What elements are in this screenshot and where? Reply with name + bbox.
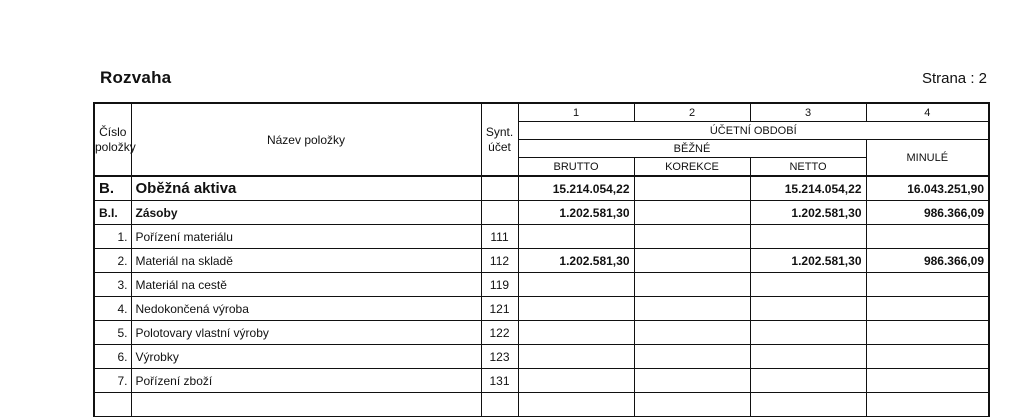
row-brutto bbox=[518, 345, 634, 369]
row-brutto bbox=[518, 393, 634, 417]
row-netto bbox=[750, 225, 866, 249]
row-account: 119 bbox=[481, 273, 518, 297]
row-minule bbox=[866, 297, 989, 321]
row-name: Výrobky bbox=[131, 345, 481, 369]
row-korekce bbox=[634, 225, 750, 249]
row-minule bbox=[866, 345, 989, 369]
row-netto bbox=[750, 321, 866, 345]
row-account: 111 bbox=[481, 225, 518, 249]
row-korekce bbox=[634, 393, 750, 417]
row-name: Materiál na cestě bbox=[131, 273, 481, 297]
row-netto bbox=[750, 345, 866, 369]
row-korekce bbox=[634, 201, 750, 225]
row-account bbox=[481, 176, 518, 201]
row-brutto bbox=[518, 297, 634, 321]
table-row bbox=[94, 225, 989, 249]
row-brutto bbox=[518, 225, 634, 249]
header-accounting-period: ÚČETNÍ OBDOBÍ bbox=[518, 122, 989, 140]
row-name: Polotovary vlastní výroby bbox=[131, 321, 481, 345]
balance-sheet-table bbox=[93, 102, 990, 417]
header-gross: BRUTTO bbox=[518, 158, 634, 177]
row-brutto: 1.202.581,30 bbox=[518, 201, 634, 225]
row-id: 5. bbox=[94, 321, 131, 345]
row-id: B. bbox=[94, 176, 131, 201]
table-row bbox=[94, 369, 989, 393]
row-korekce bbox=[634, 297, 750, 321]
header-col-number-3: 3 bbox=[750, 103, 866, 122]
table-header bbox=[94, 103, 989, 176]
row-name: Zásoby bbox=[131, 201, 481, 225]
row-netto: 1.202.581,30 bbox=[750, 201, 866, 225]
table-body bbox=[94, 176, 989, 417]
row-brutto bbox=[518, 369, 634, 393]
header-col-number-1: 1 bbox=[518, 103, 634, 122]
row-minule bbox=[866, 393, 989, 417]
header-col-number-4: 4 bbox=[866, 103, 989, 122]
header-previous: MINULÉ bbox=[866, 140, 989, 177]
row-name bbox=[131, 393, 481, 417]
row-netto: 15.214.054,22 bbox=[750, 176, 866, 201]
row-id: 1. bbox=[94, 225, 131, 249]
table-row bbox=[94, 273, 989, 297]
header-col-number-2: 2 bbox=[634, 103, 750, 122]
row-account bbox=[481, 201, 518, 225]
header-synthetic-account: Synt. účet bbox=[481, 103, 518, 176]
row-netto bbox=[750, 273, 866, 297]
row-korekce bbox=[634, 273, 750, 297]
row-minule bbox=[866, 321, 989, 345]
row-name: Oběžná aktiva bbox=[131, 176, 481, 201]
header-item-name: Název položky bbox=[131, 103, 481, 176]
row-account: 123 bbox=[481, 345, 518, 369]
row-name: Materiál na skladě bbox=[131, 249, 481, 273]
row-brutto: 15.214.054,22 bbox=[518, 176, 634, 201]
row-brutto: 1.202.581,30 bbox=[518, 249, 634, 273]
page-number: Strana : 2 bbox=[921, 70, 987, 87]
row-korekce bbox=[634, 321, 750, 345]
document-title: Rozvaha bbox=[100, 68, 172, 87]
table-row bbox=[94, 345, 989, 369]
header-item-number: Číslo položky bbox=[94, 103, 131, 176]
row-korekce bbox=[634, 176, 750, 201]
row-name: Pořízení materiálu bbox=[131, 225, 481, 249]
row-account: 121 bbox=[481, 297, 518, 321]
row-name: Pořízení zboží bbox=[131, 369, 481, 393]
row-account: 122 bbox=[481, 321, 518, 345]
row-id: 2. bbox=[94, 249, 131, 273]
row-minule: 986.366,09 bbox=[866, 201, 989, 225]
row-id: 7. bbox=[94, 369, 131, 393]
header-current: BĚŽNÉ bbox=[518, 140, 866, 158]
row-id: 3. bbox=[94, 273, 131, 297]
row-id: 4. bbox=[94, 297, 131, 321]
row-brutto bbox=[518, 321, 634, 345]
row-korekce bbox=[634, 369, 750, 393]
table-row bbox=[94, 249, 989, 273]
row-brutto bbox=[518, 273, 634, 297]
table-row bbox=[94, 201, 989, 225]
table-row bbox=[94, 321, 989, 345]
row-account: 112 bbox=[481, 249, 518, 273]
row-minule bbox=[866, 273, 989, 297]
row-id bbox=[94, 393, 131, 417]
row-netto bbox=[750, 393, 866, 417]
row-minule bbox=[866, 225, 989, 249]
row-id: B.I. bbox=[94, 201, 131, 225]
row-korekce bbox=[634, 249, 750, 273]
table-row bbox=[94, 176, 989, 201]
row-minule bbox=[866, 369, 989, 393]
row-korekce bbox=[634, 345, 750, 369]
row-id: 6. bbox=[94, 345, 131, 369]
row-minule: 16.043.251,90 bbox=[866, 176, 989, 201]
row-netto bbox=[750, 297, 866, 321]
row-name: Nedokončená výroba bbox=[131, 297, 481, 321]
row-account bbox=[481, 393, 518, 417]
row-account: 131 bbox=[481, 369, 518, 393]
table-row bbox=[94, 393, 989, 417]
row-netto: 1.202.581,30 bbox=[750, 249, 866, 273]
header-correction: KOREKCE bbox=[634, 158, 750, 177]
row-netto bbox=[750, 369, 866, 393]
header-net: NETTO bbox=[750, 158, 866, 177]
table-row bbox=[94, 297, 989, 321]
row-minule: 986.366,09 bbox=[866, 249, 989, 273]
